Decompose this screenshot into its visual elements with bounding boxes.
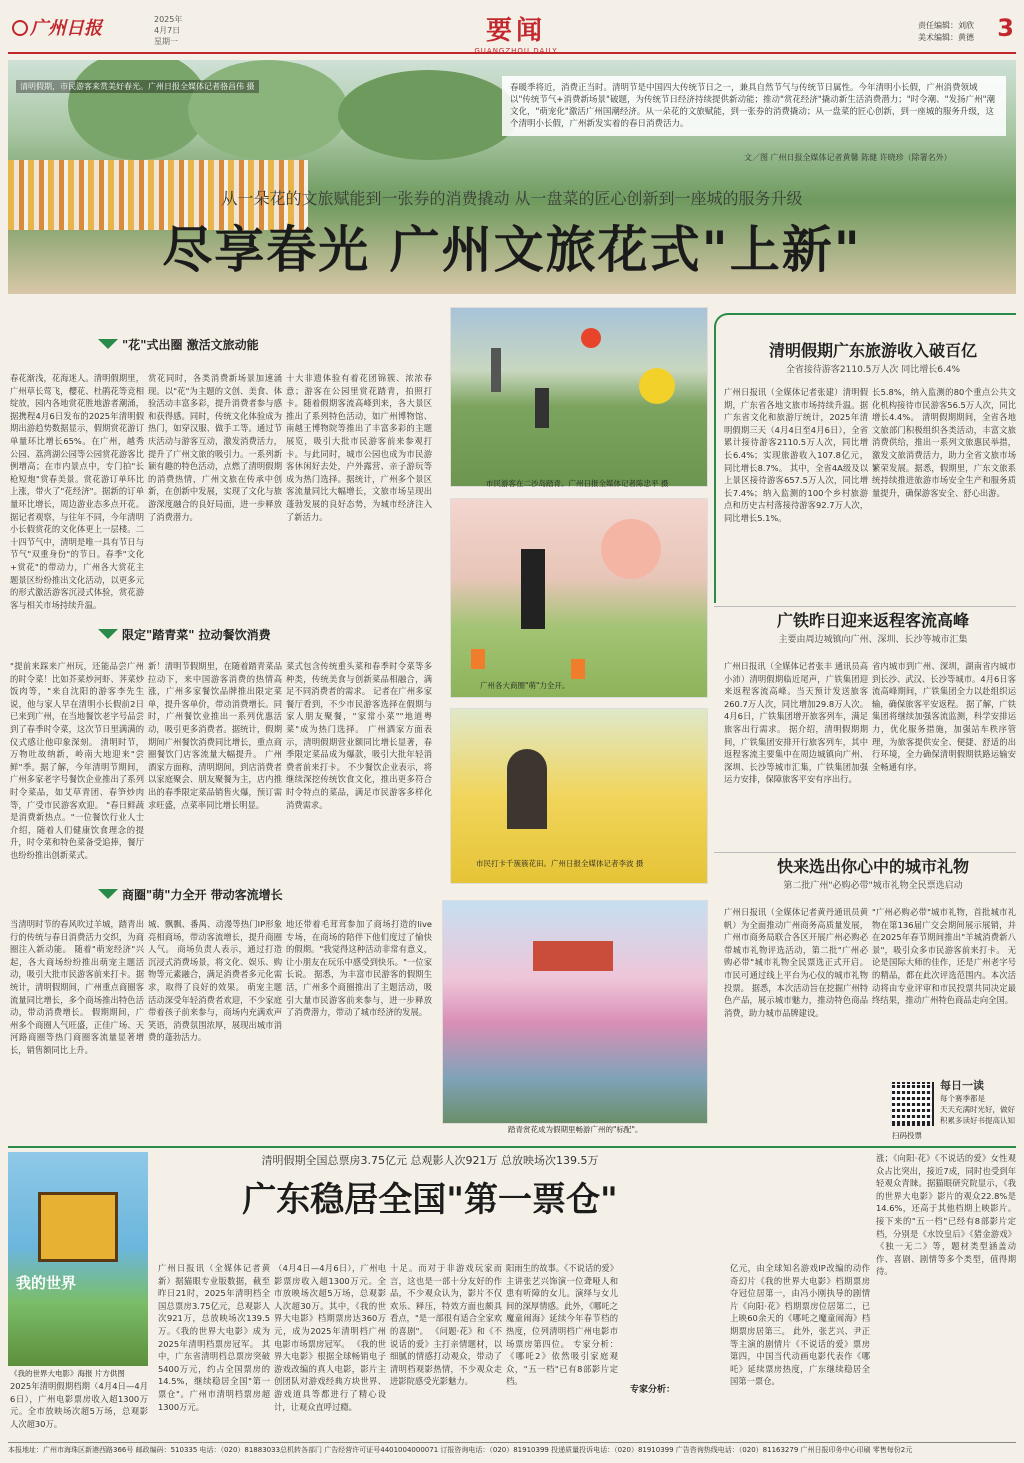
article-column: 广州日报讯（全媒体记者张建）清明假期，广东省各地文旅市场持续升温。据广东省文化和旅游厅统计，2025年清明假期三天（4月4日至4月6日），全省累计接待游客2110.5万人次，同比增长6.4%；实现旅游收入107.8亿元，同比增长8.7%。 其中，全省4A级及以上景区接待游客657.5万人次，同比增长7.4%；纳入监测的100个乡村旅游点和历史古村落接待游客92.7万人次，同比增长5.1%。 (724, 387, 868, 523)
article-column: 阳雨生的故事。《不说话的爱》主讲张艺兴饰演一位聋哑人和患有听障的女儿。演绎与女儿间的深厚情感。此外，《哪吒之魔童闹海》延续今年春节档的热度，位列清明档广州电影市场票房第四位。 专家分析：《哪吒2》依然吸引家庭观众，"五一档"已有8部影片定档。 (506, 1263, 618, 1387)
yellow-balloon (639, 368, 675, 404)
section-heading-food (98, 626, 271, 643)
article-column: 涨；《向阳·花》《不说话的爱》女性观众占比突出，接近7成，同时也受到年轻观众青睐。据猫眼研究院显示，《我的世界大电影》影片的观众22.8%是14.6%，还高于其他档期上映影片。 接下来的"五一档"已经有8部影片定档，分别是《水饺皇后》《猎金游戏》《独一无二》等，题材类型涵盖动作、喜剧、剧情等多个类型，值得期待。 (876, 1153, 1016, 1277)
article-column: 省内城市到广州、深圳，湖南省内城市到长沙、武汉、长沙等城市。4月6日客流高峰期间，广铁集团全力以赴组织运输，确保旅客平安返程。 据了解，广铁集团将继续加强客流监测，科学安排运力，优化服务措施，加强站车秩序管理，为旅客提供安全、便捷、舒适的出行环境，全力确保清明假期铁路运输安全畅通有序。 (872, 661, 1016, 772)
child-figure (535, 388, 549, 428)
bottom-headline: 广东稳居全国"第一票仓" (242, 1180, 618, 1220)
box-office-summary: 2025年清明假期档期（4月4日—4月6日），广州电影票房收入超1300万元。全市放映场次超5万场，总观影人次超30万。 (10, 1381, 148, 1429)
issue-date (154, 14, 182, 47)
photo-caption: 广州各大商圈"萌"力全开。 (480, 681, 570, 690)
article-column: 赏花同时，各类消费新场景加速涌现。以"花"为主题的文创、美食、体验活动丰富多彩，提升消费者参与感和获得感。同时，传统文化体验成为热门，如穿汉服、做手工等。通过节庆活动与游客互动，激发消费活力，提升了广州文旅的吸引力。一系列新颖有趣的特色活动，点燃了清明假期的消费热情，广州文旅在传承中创新，在创新中发展，实现了文化与旅游深度融合的良好局面，进一步释放了消费潜力。 (148, 373, 282, 522)
hero-credit: 文／图 广州日报全媒体记者黄馨 陈健 许晓珍（除署名外） (744, 153, 952, 162)
red-balloon (581, 328, 601, 348)
section-subtitle: GUANGZHOU DAILY (474, 47, 558, 55)
poster-title: 我的世界 (16, 1274, 77, 1292)
art-editor-line: 美术编辑：黄德 (918, 33, 974, 42)
hero-lead-paragraph: 春暖季将近，消费正当时。清明节是中国四大传统节日之一，兼具自然节气与传统节日属性。今年清明小长假，广州消费领域以"传统节气+消费新场景"破题，为传统节日经济持续提供新动能；推动"赏花经济"撬动新生活消费潜力；"时令潮、"发扬广州"潮文化，"萌宠化"激活广州国潮经济。从一朵花的文旅赋能，到一张券的消费撬动；从一盘菜的匠心创新，到一座城的服务升级，这个清明小长假，广州新发实着的春日消费活力。 (502, 76, 1006, 136)
article-column: 亿元，由全球知名游戏IP改编的动作奇幻片《我的世界大电影》档期票房夺冠位居第一，由冯小刚执导的剧情片《向阳·花》档期票房位居第二，已上映60余天的《哪吒之魔童闹海》档期票房居第三。 此外，张艺兴、尹正等主演的剧情片《不说话的爱》票房第四，中国当代动画电影代表作《哪吒》延续票房热度，广东继续稳居全国第一票仓。 (730, 1263, 870, 1387)
right-headline-tourism: 清明假期广东旅游收入破百亿 (768, 341, 977, 360)
triangle-marker-icon (98, 339, 118, 349)
tree-shape (188, 60, 348, 160)
hero-banner (8, 60, 1016, 294)
hero-headline: 尽享春光 广州文旅花式"上新" (162, 220, 862, 279)
right-subhead-tourism: 全省接待游客2110.5万人次 同比增长6.4% (785, 365, 961, 375)
tree-shape (68, 60, 208, 160)
logo-text: 广州日报 (30, 18, 102, 39)
article-column: "提前来踩来广州玩，还能品尝广州的时令菜！比如芥菜炒河虾、荠菜炒饭肉等，"来自沈阳的游客李先生说，他与家人早在清明小长假前2日已来到广州，在当地餐饮老字号品尝到了春季时令菜，这次节日里满满的仪式感让他印象深刻。 清明时节，万物吐故纳新，岭南大地迎来"尝鲜"季。据了解，今年清明节期间，广州多家老字号餐饮企业推出了系列时令菜品，如艾草青团、春笋炒肉等，广受市民游客欢迎。 "春日鲜蔬是消费新热点。"一位餐饮行业人士介绍，随着人们健康饮食理念的提升，时令菜和特色菜备受追捧，餐厅也纷纷推出创新菜式。 (10, 661, 144, 860)
section-heading-text: 商圈"萌"力全开 带动客流增长 (122, 888, 283, 902)
section-heading-text: "花"式出圈 激活文旅动能 (122, 338, 259, 352)
editors (918, 20, 974, 44)
article-column: （4月4日—4月6日），广州电影票房收入超1300万元。全市放映场次超5万场，总观影人次超30万。其中，《我的世界大电影》档期票房达360万元，成为2025年清明档广州电影市场票房冠军。 《我的世界大电影》根据全球畅销电子游戏改编的真人电影，影片主创团队对游戏经典方块世界、游戏道具等都进行了精心设计，让观众直呼过瘾。 (274, 1263, 386, 1412)
section-heading-flowers (98, 336, 259, 353)
date-day: 4月7日 (154, 26, 181, 35)
article-column: 春花渐浅，花海迷人。清明假期里，广州草长莺飞，樱花、杜鹃花等竞相绽放，园内各地赏花胜地游者潮涌，据携程4月6日发布的2025年清明假期出游趋势数据显示，假期赏花游订单量环比增长65%。在广州，越秀公园、荔湾湖公园等公园赏花游客比例增高；在市内景点中，专门拍"长枪短炮"赏春美景。赏花游订单环比上涨，带火了"花经济"。据新的订单量环比增长，周边游业态多点开花。 据记者观察，与往年不同，今年清明小长假赏花的文化体更上一层楼。二十四节气中，清明是唯一具有节日与节气"双重身份"的节日。春季"文化+赏花"的带动力，广州各大赏花主题景区纷纷推出文化活动，以更多元的形式激活游客沉浸式体验，赏花游客与相关市场持续升温。 (10, 373, 144, 610)
article-column: 当清明时节的春风吹过羊城，踏青出行的传统与春日消费活力交织，为商圈注入新动能。 随着"萌宠经济"兴起，各大商场纷纷推出萌宠主题活动，吸引大批市民游客前来打卡。据统计，清明假期间，广州重点商圈客流量同比增长，多个商场推出特色活动，带动消费增长。 假期期间，广州多个商圈人气旺盛，正佳广场、天河路商圈等热门商圈客流量显著增长，销售额同比上升。 (10, 919, 144, 1055)
article-column: 十大非遗体验有着花团锦簇、浓浓春意；游客在公园里赏花踏青，拍照打卡。随着假期客流高峰到来，各大景区推出了系列特色活动，如广州博物馆、南越王博物院等推出了丰富多彩的主题展览，吸引大批市民游客前来参观打卡。与此同时，城市公园也成为市民游客休闲好去处，户外露营、亲子游玩等成为热门选择。据统计，广州多个景区客流量同比大幅增长，文旅市场呈现出蓬勃发展的良好态势，为城市经济注入了新活力。 (286, 373, 432, 522)
hero-photo-caption: 清明假期，市民游客来赏美好春光。广州日报全媒体记者骆昌伟 摄 (16, 80, 259, 93)
article-column: 十足。而对于非游戏玩家而言，这也是一部十分友好的作品，不少观众认为，影片不仅欢乐、释压，特效方面也颇具看点，"是一部很有适合全家欢的喜剧"。 《问题·花》和《不说话的爱》主打亲情题材，以细腻的情感打动观众，带动了清明档观影热情，不少观众走进影院感受光影魅力。 (390, 1263, 502, 1387)
tree-shape (338, 70, 518, 160)
newspaper-logo (12, 14, 102, 40)
article-column: 广州日报讯（全媒体记者黄新）据猫眼专业版数据，截至昨日21时，2025年清明档全国总票房3.75亿元，总观影人次921万，总放映场次139.5万。《我的世界大电影》成为2025年清明档票房冠军。 其中，广东省清明档总票房突破5400万元，约占全国票房的14.5%，继续稳居全国"第一票仓"。广州市清明档票房超1300万元。 (158, 1263, 270, 1412)
orange-cone (571, 659, 585, 679)
right-headline-gifts: 快来选出你心中的城市礼物 (776, 857, 969, 876)
article-column: 城、飘飘、番禺、动漫等热门IP形象亮相商场，带动客流增长，提升商圈人气。 商场负责人表示，通过打造沉浸式消费场景，将文化、娱乐、购物等元素融合，满足消费者多元化需求，取得了良好的效果。 萌宠主题活动深受年轻消费者欢迎，不少家庭带着孩子前来参与，商场内充满欢声笑语，消费氛围浓厚，展现出城市消费的蓬勃活力。 (148, 919, 282, 1043)
inflatable-mascot (601, 519, 661, 579)
section-title: 要闻 (485, 16, 546, 46)
article-column: 菜式包含传统重头菜和春季时令菜等多种类，传统美食与创新菜品相融合，满足不同消费者的需求。 记者在广州多家餐厅看到，不少市民游客选择在假期与家人朋友聚餐，"家常小菜""地道粤菜"成为热门选择。 广州酒家方面表示，清明假期营业额同比增长显著，春季限定菜品成为爆款，吸引大批年轻消费者前来打卡。 不少餐饮企业表示，将继续深挖传统饮食文化，推出更多符合时令特点的菜品，满足市民游客多样化消费需求。 (286, 661, 432, 810)
article-column: 新！清明节假期里，在随着踏青菜品拉动下，来中国游客消费的热情高涨，广州多家餐饮品牌推出限定菜单，提升客单价，带动消费增长。同时，广州餐饮业推出一系列优惠活动，吸引更多消费者。据统计，假期期间广州餐饮消费同比增长，重点商圈餐饮门店客流量大幅提升。 广州酒家方面称，清明期间，到店消费者以家庭聚会、朋友聚餐为主，店内推出的春季限定菜品销售火爆，预订需求旺盛，点菜率同比增长明显。 (148, 661, 282, 810)
right-headline-railway: 广铁昨日迎来返程客流高峰 (776, 611, 969, 630)
article-column: 广州日报讯（全媒体记者黄丹通讯员黄帆）为全面推动广州商务高质量发展，广州市商务局联合各区开展广州必购必带城市礼物评选活动，第二批"广州必购必带"城市礼物全民票选正式开启。市民可通过线上平台为心仪的城市礼物投票。 据悉，本次活动旨在挖掘广州特色产品，展示城市魅力，推动特色商品消费，助力城市品牌建设。 (724, 907, 868, 1018)
orange-cone (471, 649, 485, 669)
article-column: 地还带着毛茸茸参加了商场打造的live专场，在商场的陪伴下他们度过了愉快的假期。"我觉得这种活动非常有意义，让小朋友在玩乐中感受到快乐。"一位家长说。 据悉，为丰富市民游客的假期生活，广州多个商圈推出了主题活动，吸引大量市民游客前来参与，进一步释放了消费潜力，带动了城市经济的发展。 (286, 919, 432, 1018)
article-column: 长5.8%，纳入监测的80个重点公共文化机构接待市民游客56.5万人次，同比增长4.4%。 清明假期期间，全省各地文旅部门积极组织各类活动，丰富文旅消费供给，推出一系列文旅惠民举措，激发文旅消费活力，助力全省文旅市场繁荣发展。据悉，假期里，广东文旅系统持续推进旅游市场安全生产和服务质量提升，确保游客安全、舒心出游。 (872, 387, 1016, 498)
photo-caption: 市民游客在二沙岛踏青。广州日报全媒体记者陈忠平 摄 (486, 479, 669, 488)
photo-caption: 市民打卡千簇簇花田。广州日报全媒体记者李波 摄 (476, 859, 644, 868)
article-column: "广州必购必带"城市礼物，首批城市礼物在第136届广交会期间展示展销，并在2025年春节期间推出"羊城消费新八景"，吸引众多市民游客前来打卡。 无论是国际大师的佳作，还是广州老字号的精品，都在此次评选范围内。本次活动将由专业评审和市民投票共同决定最终结果，推动广州特色商品走向全国。 (872, 907, 1016, 1006)
photo-mall-event (450, 498, 708, 698)
photo-caption: 踏青赏花成为假期里畅游广州的"标配"。 (508, 1125, 643, 1134)
date-weekday: 星期一 (154, 37, 178, 46)
triangle-marker-icon (98, 889, 118, 899)
photo-park-picnic (450, 307, 708, 487)
qr-code-pattern (890, 1082, 934, 1126)
triangle-marker-icon (98, 629, 118, 639)
date-year: 2025年 (154, 15, 183, 24)
page-number: 3 (997, 14, 1014, 42)
divider (714, 852, 1016, 853)
section-heading-text: 限定"踏青菜" 拉动餐饮消费 (122, 628, 271, 642)
pavilion-roof (533, 941, 613, 971)
daily-reading-title: 每日一读 (940, 1079, 984, 1092)
woman-figure (521, 549, 545, 629)
adult-figure (491, 348, 501, 392)
expert-analysis-label: 专家分析： (630, 1385, 676, 1395)
bee-block-figure (38, 1192, 118, 1262)
daily-reading-box (940, 1080, 1016, 1126)
poster-caption: 《我的世界大电影》海报 片方供图 (10, 1369, 125, 1378)
daily-reading-more: 天天充满时光好，做好积累多读好书提高认知 (940, 1105, 1015, 1125)
woman-with-phone (507, 749, 547, 829)
photo-cherry-blossom (442, 900, 708, 1124)
section-heading-malls (98, 886, 283, 903)
masthead (8, 8, 1016, 54)
page-footer: 本报地址：广州市海珠区新港西路366号 邮政编码：510335 电话：（020）81883033总机转各部门 广告经营许可证号4401004000071 订报咨询电话：（020）81910399 投递质量投诉电话：（020）81910399 广告咨询热线电话：（020）81163279 广州日报印务中心印刷 零售每份2元 (8, 1442, 1016, 1458)
divider (714, 606, 1016, 607)
movie-poster (8, 1152, 148, 1366)
bottom-subtitle: 清明假期全国总票房3.75亿元 总观影人次921万 总放映场次139.5万 (261, 1154, 599, 1167)
article-column: 广州日报讯（全媒体记者张丰 通讯员高小沛）清明假期临近尾声，广铁集团迎来返程客流高峰。当天预计发送旅客260.7万人次，同比增加29.8万人次。4月6日，广铁集团增开旅客列车，满足旅客出行需求。 据介绍，清明假期期间，广铁集团安排开行旅客列车，其中返程客流主要集中在周边城镇向广州、深圳、长沙等城市汇集，广铁集团加强运力安排，保障旅客平安有序出行。 (724, 661, 868, 785)
section-header (456, 10, 576, 55)
qr-scan-label: 扫码投票 (892, 1131, 922, 1140)
right-subhead-gifts: 第二批广州"必购必带"城市礼物全民票选启动 (783, 881, 963, 891)
bottom-divider (8, 1146, 1016, 1148)
hero-subtitle: 从一朵花的文旅赋能到一张券的消费撬动 从一盘菜的匠心创新到一座城的服务升级 (221, 189, 803, 208)
daily-reading-text: 每个赛季都是 (940, 1094, 985, 1103)
editor-line: 责任编辑：刘欣 (918, 21, 974, 30)
right-subhead-railway: 主要由周边城镇向广州、深圳、长沙等城市汇集 (778, 635, 968, 645)
logo-ring-icon (12, 20, 28, 36)
